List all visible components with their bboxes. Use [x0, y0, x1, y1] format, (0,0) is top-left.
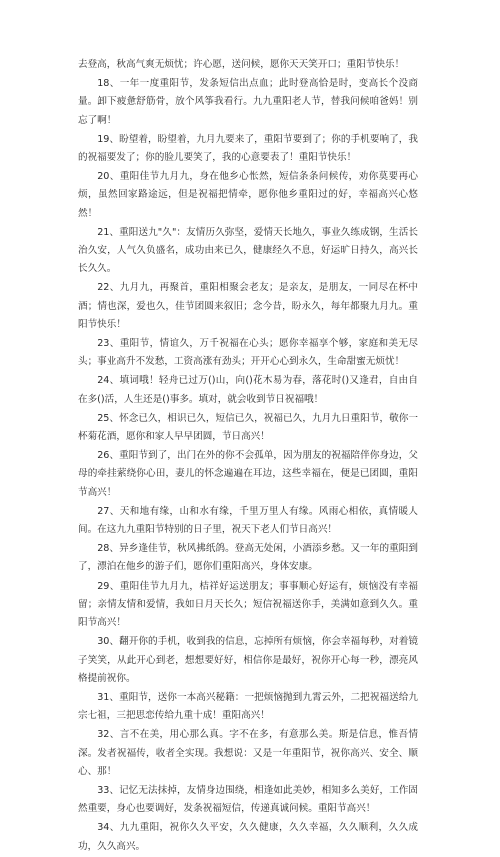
- paragraph-20: 20、重阳佳节九月九，身在他乡心怅然，短信条条问候传，劝你莫要再心烦，虽然回家路途远，但是祝福把情牵，愿你他乡重阳过的好，幸福高兴心悠然！: [78, 171, 418, 219]
- paragraph-31: 31、重阳节，送你一本高兴秘籍：一把烦恼抛到九霄云外，二把祝福送给九宗七祖，三把思恋传给九重十成！重阳高兴！: [78, 691, 418, 722]
- paragraph-28: 28、异乡逢佳节，秋风拂纸鸽。登高无处闲，小酒添乡愁。又一年的重阳到了，漂泊在他乡的游子们，愿你们重阳高兴，身体安康。: [78, 543, 418, 573]
- paragraph-34: 34、九九重阳，祝你久久平安，久久健康，久久幸福，久久顺利，久久成功，久久高兴。: [78, 822, 418, 852]
- paragraph-18: 18、一年一度重阳节，发条短信出点血；此时登高恰是时，变高长个没商量。卸下疲惫舒筋骨，放个风筝我看行。九九重阳老人节，替我问候咱爸妈！别忘了啊！: [78, 78, 418, 126]
- paragraph-26: 26、重阳节到了，出门在外的你不会孤单，因为朋友的祝福陪伴你身边，父母的牵挂萦绕你心田，妻儿的怀念遍遍在耳边，这些幸福在，便是已团圆，重阳节高兴！: [78, 450, 418, 498]
- paragraph-29: 29、重阳佳节九月九，桔祥好运送朋友；事事顺心好运有，烦恼没有幸福留；亲情友情和爱情，我如日月天长久；短信祝福送你手，美满如意到久久。重阳节高兴！: [78, 580, 418, 629]
- paragraph-33: 33、记忆无法抹掉，友情身边围绕，相逢如此美妙，相知多么美好，工作固然重要，身心也要调好，发条祝福短信，传递真诚问候。重阳节高兴！: [78, 784, 418, 815]
- paragraph-24: 24、填词哦！轻舟已过万()山，向()花木易为春，落花时()又逢君，自由自在多()活，人生还是()事多。填对，就会收到节日祝福哦！: [78, 375, 418, 405]
- paragraph-32: 32、言不在美，用心那么真。字不在多，有意那么美。斯是信息，惟吾情深。发者祝福传，收者全实现。我想说：又是一年重阳节，祝你高兴、安全、顺心、那！: [78, 729, 418, 777]
- paragraph-25: 25、怀念已久，相识已久，短信已久，祝福已久，九月九日重阳节，敬你一杯菊花酒，愿你和家人早早团圆，节日高兴！: [78, 412, 418, 443]
- paragraph-17-tail: 去登高，秋高气爽无烦忧；许心愿，送问候，愿你天天笑开口；重阳节快乐！: [78, 59, 405, 70]
- paragraph-19: 19、盼望着，盼望着，九月九要来了，重阳节要到了；你的手机要响了，我的祝福要发了；你的脸儿要笑了，我的心意要表了！重阳节快乐！: [78, 133, 418, 164]
- paragraph-23: 23、重阳节，情谊久，万千祝福在心头；愿你幸福享个够，家庭和美无尽头；事业高升不发愁，工资高涨有劲头；开开心心到永久，生命甜蜜无烦忧！: [78, 338, 418, 368]
- paragraph-27: 27、天和地有缘，山和水有缘，千里万里人有缘。风雨心相依，真情暖人间。在这九九重阳节特别的日子里，祝天下老人们节日高兴！: [78, 505, 418, 536]
- document-body: [78, 56, 418, 857]
- paragraph-21: 21、重阳送九"久"：友情历久弥坚，爱情天长地久，事业久练成钢，生活长治久安，人气久负盛名，成功由来已久，健康经久不息，好运旷日持久，高兴长长久久。: [78, 226, 418, 275]
- paragraph-30: 30、翻开你的手机，收到我的信息，忘掉所有烦恼，你会幸福每秒，对着镜子笑笑，从此开心到老，想想要好好，相信你是最好，祝你开心每一秒，漂亮风格提前祝你。: [78, 636, 418, 684]
- paragraph-22: 22、九月九，再聚首，重阳相聚会老友；是亲友，是朋友，一同尽在杯中酒；情也深，爱也久，佳节团圆来叙旧；念今昔，盼永久，每年都聚九月九。重阳节快乐！: [78, 282, 418, 330]
